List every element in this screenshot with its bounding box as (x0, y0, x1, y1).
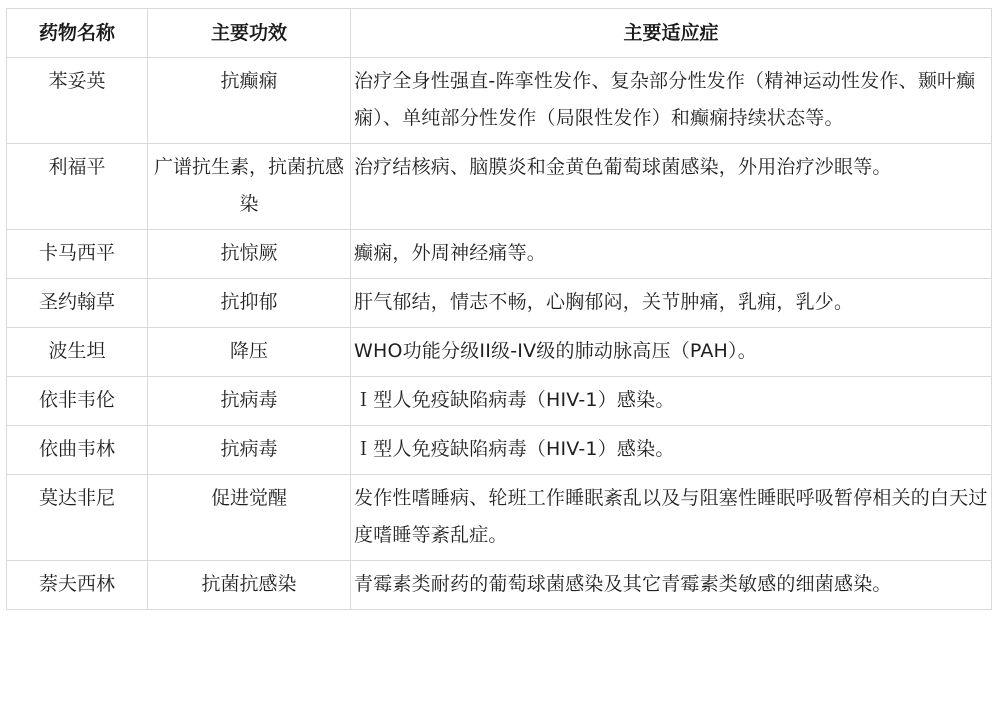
table-row (7, 328, 992, 377)
table-row (7, 279, 992, 328)
drug-indication-cell: 发作性嗜睡病、轮班工作睡眠紊乱以及与阻塞性睡眠呼吸暂停相关的白天过度嗜睡等紊乱症。 (351, 475, 992, 561)
drug-indication-cell: Ｉ型人免疫缺陷病毒（HIV-1）感染。 (351, 426, 992, 475)
drug-indication-cell: 青霉素类耐药的葡萄球菌感染及其它青霉素类敏感的细菌感染。 (351, 561, 992, 610)
drug-effect-cell: 抗病毒 (148, 426, 351, 475)
drug-table (6, 8, 992, 610)
drug-name-cell: 依非韦伦 (7, 377, 148, 426)
drug-effect-cell: 降压 (148, 328, 351, 377)
drug-effect-cell: 抗菌抗感染 (148, 561, 351, 610)
drug-indication-cell: 治疗全身性强直-阵挛性发作、复杂部分性发作（精神运动性发作、颞叶癫痫）、单纯部分性发作（局限性发作）和癫痫持续状态等。 (351, 58, 992, 144)
drug-indication-cell: Ｉ型人免疫缺陷病毒（HIV-1）感染。 (351, 377, 992, 426)
header-main-indication: 主要适应症 (351, 9, 992, 58)
table-header (7, 9, 992, 58)
table-body (7, 58, 992, 610)
drug-indication-cell: WHO功能分级II级-IV级的肺动脉高压（PAH）。 (351, 328, 992, 377)
table-row (7, 377, 992, 426)
drug-effect-cell: 广谱抗生素，抗菌抗感染 (148, 144, 351, 230)
drug-effect-cell: 抗抑郁 (148, 279, 351, 328)
drug-name-cell: 萘夫西林 (7, 561, 148, 610)
drug-name-cell: 莫达非尼 (7, 475, 148, 561)
drug-name-cell: 苯妥英 (7, 58, 148, 144)
drug-indication-cell: 治疗结核病、脑膜炎和金黄色葡萄球菌感染，外用治疗沙眼等。 (351, 144, 992, 230)
drug-effect-cell: 抗癫痫 (148, 58, 351, 144)
drug-table-container (6, 8, 991, 610)
drug-indication-cell: 肝气郁结，情志不畅，心胸郁闷，关节肿痛，乳痈，乳少。 (351, 279, 992, 328)
table-row (7, 230, 992, 279)
drug-name-cell: 卡马西平 (7, 230, 148, 279)
header-row (7, 9, 992, 58)
table-row (7, 561, 992, 610)
drug-indication-cell: 癫痫，外周神经痛等。 (351, 230, 992, 279)
drug-name-cell: 圣约翰草 (7, 279, 148, 328)
table-row (7, 58, 992, 144)
header-drug-name: 药物名称 (7, 9, 148, 58)
table-row (7, 475, 992, 561)
drug-name-cell: 波生坦 (7, 328, 148, 377)
drug-effect-cell: 抗惊厥 (148, 230, 351, 279)
header-main-effect: 主要功效 (148, 9, 351, 58)
table-row (7, 426, 992, 475)
drug-name-cell: 利福平 (7, 144, 148, 230)
drug-effect-cell: 抗病毒 (148, 377, 351, 426)
drug-effect-cell: 促进觉醒 (148, 475, 351, 561)
drug-name-cell: 依曲韦林 (7, 426, 148, 475)
table-row (7, 144, 992, 230)
